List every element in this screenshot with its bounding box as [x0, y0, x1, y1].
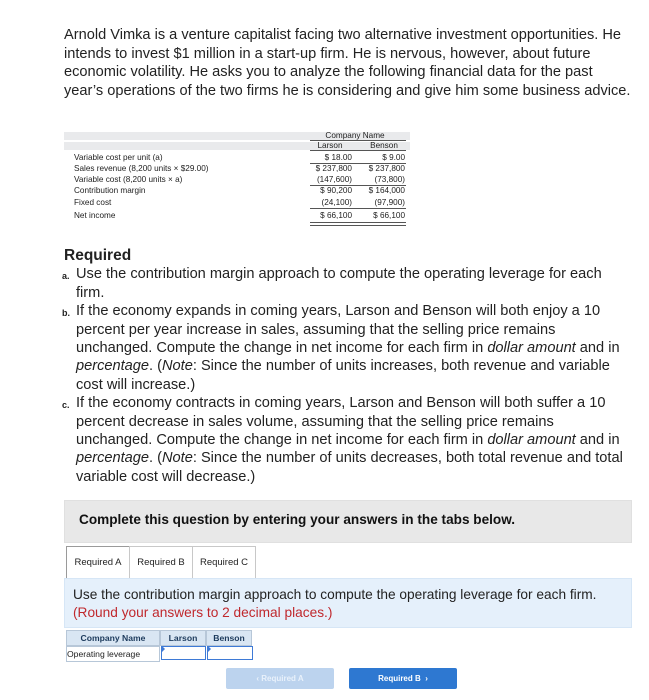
larson-header: Larson	[317, 141, 343, 150]
question-panel	[64, 578, 632, 628]
larson-operating-leverage-input[interactable]	[161, 646, 206, 660]
input-marker-icon	[162, 646, 165, 652]
total-double-rule	[310, 222, 406, 226]
company-name-header: Company Name	[325, 131, 385, 140]
input-marker-icon	[208, 646, 211, 652]
table-row: Fixed cost (24,100) (97,900)	[74, 198, 405, 207]
table-row: Sales revenue (8,200 units × $29.00) $ 237,800 $ 237,800	[74, 164, 405, 173]
table-row: Net income $ 66,100 $ 66,100	[74, 211, 405, 220]
benson-operating-leverage-input[interactable]	[207, 646, 253, 660]
required-title: Required	[64, 247, 132, 264]
chevron-right-icon: ›	[423, 674, 428, 683]
tab-required-a[interactable]: Required A	[66, 546, 130, 579]
instructions-banner: Complete this question by entering your answers in the tabs below.	[64, 500, 632, 543]
tab-required-b[interactable]: Required B	[129, 546, 193, 579]
problem-intro: Arnold Vimka is a venture capitalist facing two alternative investment opportunities. He intends to invest $1 million in a start-up firm. He is nervous, however, about future economic volatility. He asks you to analyze the following financial data for the past year’s operations of the two firms he is considering and give him some business advice.	[64, 27, 631, 99]
table-row: Contribution margin $ 90,200 $ 164,000	[74, 186, 405, 195]
table-row: Variable cost per unit (a) $ 18.00 $ 9.00	[74, 153, 405, 162]
required-section	[64, 247, 634, 486]
header-rule	[310, 150, 406, 151]
answer-header-benson: Benson	[206, 630, 252, 646]
prev-required-a-button[interactable]: ‹ Required A	[226, 668, 334, 689]
benson-header: Benson	[370, 141, 398, 150]
header-band	[64, 142, 410, 150]
required-list	[64, 265, 634, 486]
chevron-left-icon: ‹	[256, 674, 260, 683]
next-required-b-button[interactable]: Required B ›	[349, 668, 457, 689]
row-rule	[310, 208, 406, 209]
answer-header-larson: Larson	[160, 630, 206, 646]
operating-leverage-label: Operating leverage	[66, 646, 160, 662]
rounding-hint: (Round your answers to 2 decimal places.)	[73, 605, 333, 620]
tab-required-c[interactable]: Required C	[192, 546, 256, 579]
required-item-c: c. If the economy contracts in coming years, Larson and Benson will both suffer a 10 percent decrease in sales volume, assuming that the selling price remains unchanged. Compute the change in net income for each firm in dollar amount and in percentage. (Note: Since the number of units decreases, both total revenue and total variable cost will decrease.)	[62, 395, 623, 485]
panel-instruction: Use the contribution margin approach to compute the operating leverage for each firm.	[73, 587, 597, 602]
required-item-a: a. Use the contribution margin approach to compute the operating leverage for each firm.	[62, 266, 602, 301]
answer-header-company: Company Name	[66, 630, 160, 646]
required-item-b: b. If the economy expands in coming years, Larson and Benson will both enjoy a 10 percent per year increase in sales, assuming that the selling price remains unchanged. Compute the change in net income for each firm in dollar amount and in percentage. (Note: Since the number of units increases, both revenue and variable cost will increase.)	[62, 303, 620, 393]
table-row: Variable cost (8,200 units × a) (147,600) (73,800)	[74, 175, 405, 184]
